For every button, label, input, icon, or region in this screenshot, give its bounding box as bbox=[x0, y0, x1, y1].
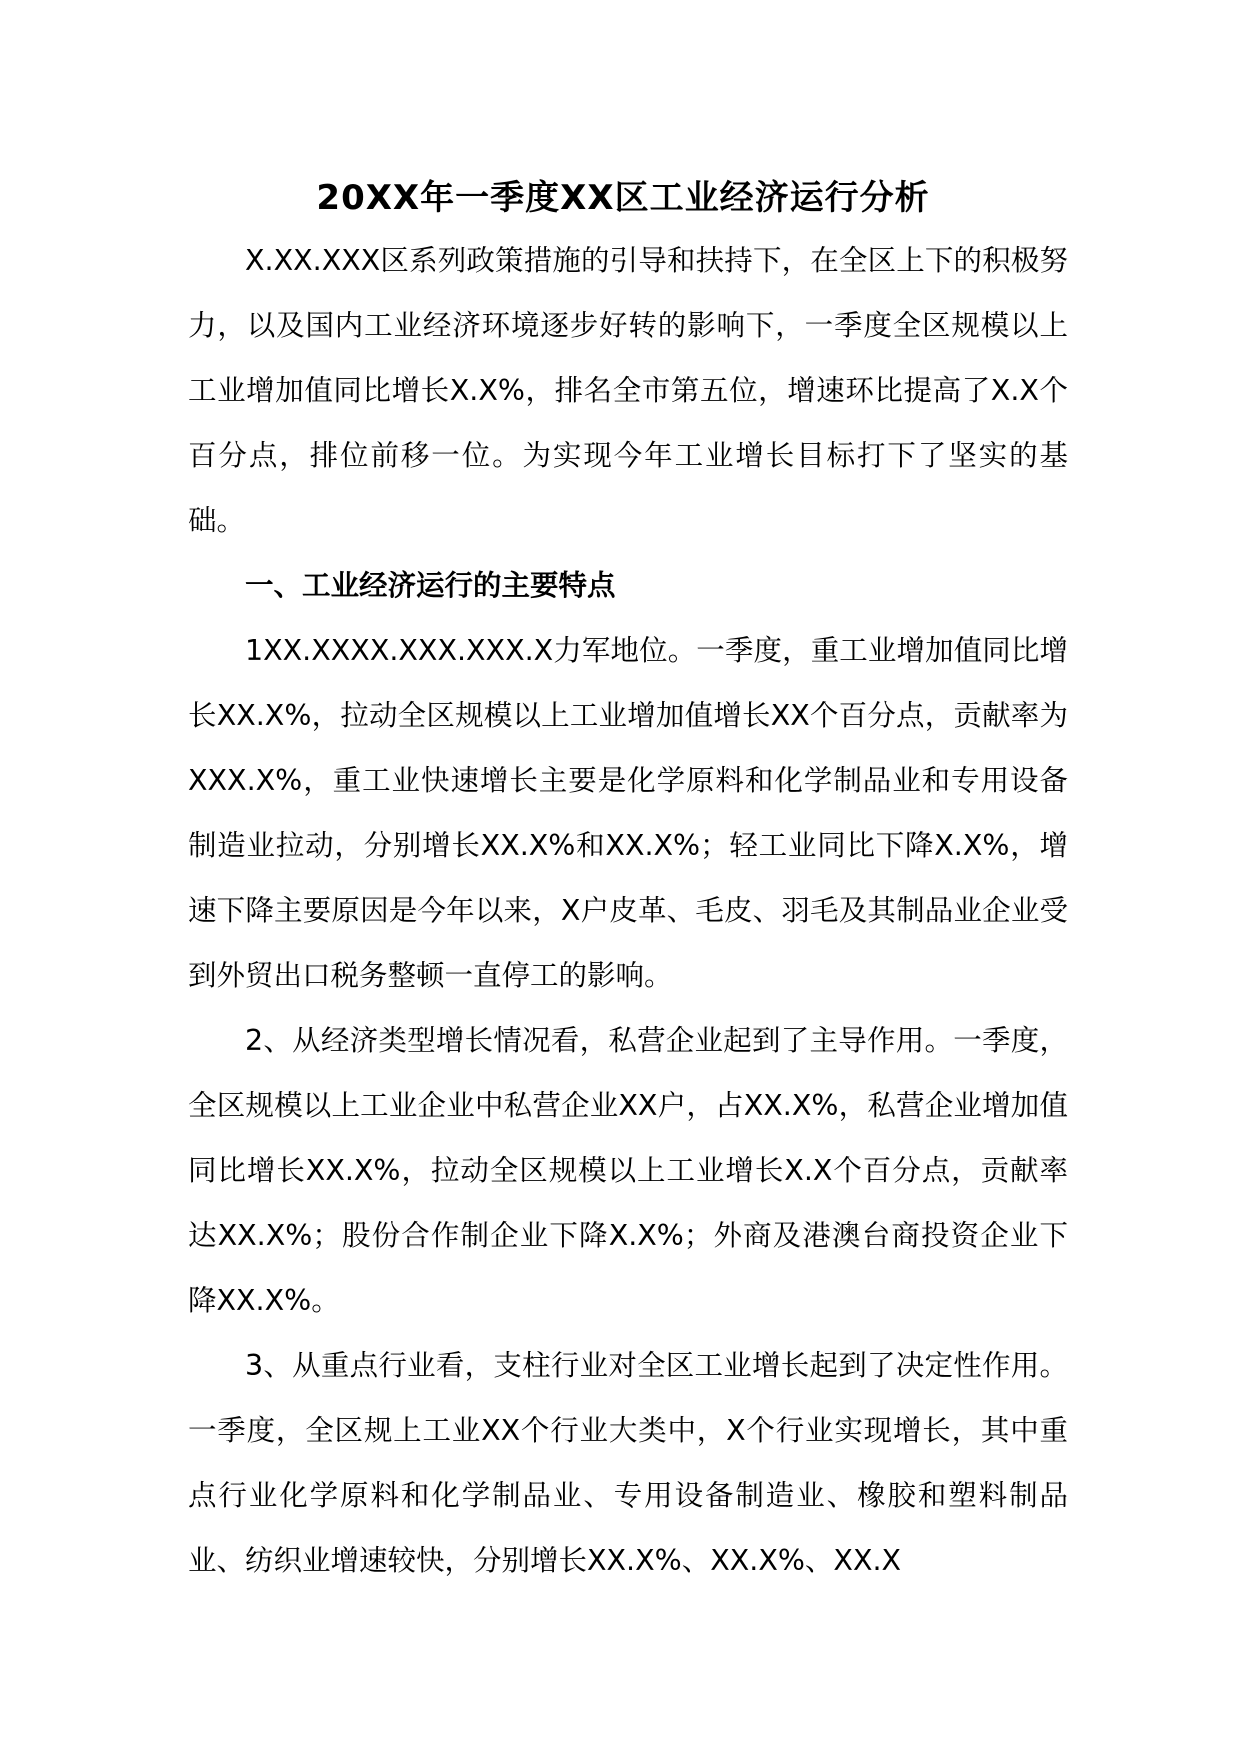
paragraph-1: 1XX.XXXX.XXX.XXX.X力军地位。一季度，重工业增加值同比增长XX.X%，拉动全区规模以上工业增加值增长XX个百分点，贡献率为XXX.X%，重工业快速增长主要是化学原料和化学制品业和专用设备制造业拉动，分别增长XX.X%和XX.X%；轻工业同比下降X.X%，增速下降主要原因是今年以来，X户皮革、毛皮、羽毛及其制品业企业受到外贸出口税务整顿一直停工的影响。 bbox=[188, 634, 1068, 992]
section-heading: 一、工业经济运行的主要特点 bbox=[245, 569, 616, 602]
intro-paragraph: X.XX.XXX区系列政策措施的引导和扶持下，在全区上下的积极努力，以及国内工业经济环境逐步好转的影响下，一季度全区规模以上工业增加值同比增长X.X%，排名全市第五位，增速环比提高了X.X个百分点，排位前移一位。为实现今年工业增长目标打下了坚实的基础。 bbox=[188, 244, 1068, 537]
document-page bbox=[188, 168, 1068, 1593]
paragraph-2: 2、从经济类型增长情况看，私营企业起到了主导作用。一季度，全区规模以上工业企业中私营企业XX户，占XX.X%，私营企业增加值同比增长XX.X%，拉动全区规模以上工业增长X.X个百分点，贡献率达XX.X%；股份合作制企业下降X.X%；外商及港澳台商投资企业下降XX.X%。 bbox=[188, 1024, 1068, 1317]
document-title: 20XX年一季度XX区工业经济运行分析 bbox=[316, 178, 930, 218]
paragraph-3: 3、从重点行业看，支柱行业对全区工业增长起到了决定性作用。一季度，全区规上工业XX个行业大类中，X个行业实现增长，其中重点行业化学原料和化学制品业、专用设备制造业、橡胶和塑料制品业、纺织业增速较快，分别增长XX.X%、XX.X%、XX.X bbox=[188, 1349, 1068, 1577]
